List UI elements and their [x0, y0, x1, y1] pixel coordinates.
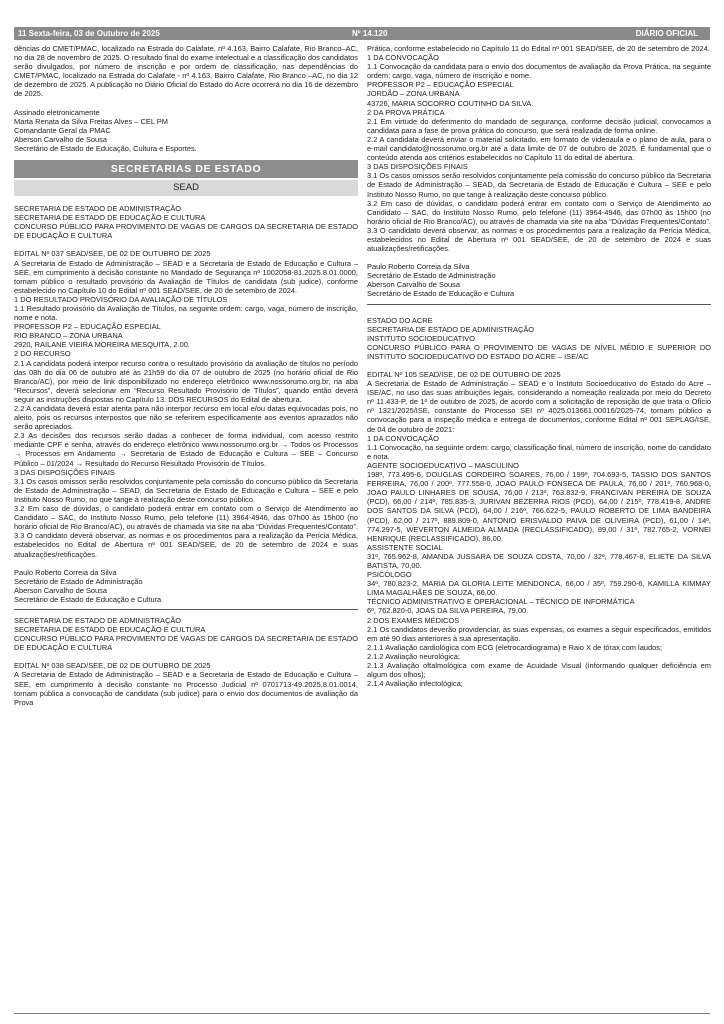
header-publication-title: DIÁRIO OFICIAL — [635, 29, 698, 38]
divider — [367, 304, 711, 305]
paragraph: 3.3 O candidato deverá observar, as normas e os procedimentos para a realização da Perícia Médica, estabelecidos no Edital de Abertura nº 001 SEAD/SEE, de 20 de setembro de 2024 e suas atualizações/retificações. — [14, 531, 358, 559]
edital-title: EDITAL Nº 038 SEAD/SEE, DE 02 DE OUTUBRO DE 2025 — [14, 661, 211, 671]
intro-paragraph: dências do CMET/PMAC, localizado na Estrada do Calafate, nº 4.163, Bairro Calafate, Rio Branco–AC, no dia 28 de novembro de 2025. O resultado final do exame intelectual e a classificação dos candidatos serão divulgados, por número de inscrição e por ordem de classificação, nas dependências do CMET/PMAC, localizado na Estrada do Calafate - nº 4.163, Bairro Calafate, Rio Branco –AC, no dia 12 de dezembro de 2025. A publicação no Diário Oficial do Estado do Acre ocorrerá no dia 16 de dezembro de 2025. — [14, 44, 358, 99]
paragraph: 2.1.1 Avaliação cardiológica com ECG (eletrocardiograma) e Raio X de tórax com laudos; — [367, 642, 663, 652]
paragraph: 2.3 As decisões dos recursos serão dadas a conhecer de forma individual, com acesso restrito mediante CPF e senha, através do endereço eletrônico www.nossorumo.org.br → Todos os Processos → Processos em Andamento → Secretaria de Estado de Educação e Cultura – SEE – Concurso Público – 01/2024 → Resultado do Recurso Resultado Provisório de Títulos. — [14, 431, 358, 468]
heading-line: SECRETARIA DE ESTADO DE ADMINISTRAÇÃO — [367, 324, 535, 334]
paragraph: 1 DA CONVOCAÇÃO — [367, 433, 439, 443]
signature-line: Aberson Carvalho de Sousa — [14, 585, 108, 595]
paragraph: 2 DA PROVA PRÁTICA — [367, 107, 445, 117]
section-subheader: SEAD — [14, 180, 358, 196]
paragraph: 3.2 Em caso de dúvidas, o candidato poderá entrar em contato com o Serviço de Atendimento ao Candidato – SAC, do Instituto Nosso Rumo, pelo telefone (11) 3964-4946, das 07h00 às 15h00 (no horário oficial de Rio Branco/AC), ou através de chamada via site na aba “Dúvidas Frequentes/Contato”. — [367, 198, 711, 226]
signature-line: Aberson Carvalho de Sousa — [367, 280, 461, 290]
paragraph: 3.2 Em caso de dúvidas, o candidato poderá entrar em contato com o Serviço de Atendimento ao Candidato – SAC, do Instituto Nosso Rumo, pelo telefone (11) 3964-4946, das 07h00 às 15h00 (no horário oficial de Rio Branco/AC), ou através de chamada via site na aba “Dúvidas Frequentes/Contato”. — [14, 504, 358, 532]
heading-line: CONCURSO PÚBLICO PARA PROVIMENTO DE VAGAS DE CARGOS DA SECRETARIA DE ESTADO DE EDUCAÇÃO E CULTURA — [14, 222, 358, 241]
organization-heading — [14, 204, 358, 240]
signature-block — [14, 568, 358, 604]
signature-line: Secretário de Estado de Educação e Cultura — [367, 289, 515, 299]
paragraph: RIO BRANCO – ZONA URBANA — [14, 331, 123, 341]
organization-heading — [367, 316, 711, 361]
paragraph: 2.1.2 Avaliação neurológica; — [367, 651, 460, 661]
paragraph: 43726, MARIA SOCORRO COUTINHO DA SILVA. — [367, 98, 534, 108]
paragraph: 1.1 Resultado provisório da Avaliação de Títulos, na seguinte ordem: cargo, vaga, número de inscrição, nome e nota. — [14, 303, 358, 323]
signature-block — [367, 262, 711, 298]
paragraph: 2.2 A candidata deverá estar atenta para não interpor recurso em local e/ou datas equivocadas pois, no aleito, pois os recursos interpostos que não se referirem especificamente aos eventos aprazados não serão apreciados. — [14, 404, 358, 432]
divider — [14, 609, 358, 610]
edital-038 — [14, 661, 358, 706]
footer-rule — [14, 1013, 710, 1014]
paragraph: PROFESSOR P2 – EDUCAÇÃO ESPECIAL — [367, 80, 514, 90]
paragraph: 2.1.3 Avaliação oftalmológica com exame de Acuidade Visual (informando qualquer deficiência em algum dos olhos); — [367, 661, 711, 680]
paragraph: A Secretaria de Estado de Administração – SEAD e a Secretaria de Estado de Educação e Cultura – SEE, em cumprimento à decisão constante no Processo Judicial nº 0701713-49.2025.8.01.0014, tornam pública a convocação de candidata (sub judice) para o envio dos documentos de avaliação da Prova — [14, 670, 358, 707]
paragraph: PROFESSOR P2 – EDUCAÇÃO ESPECIAL — [14, 322, 161, 332]
paragraph: Prática, conforme estabelecido no Capítulo 11 do Edital nº 001 SEAD/SEE, de 20 de setembro de 2024. — [367, 44, 710, 53]
section-banner: SECRETARIAS DE ESTADO — [14, 160, 358, 178]
paragraph: A Secretaria de Estado de Administração – SEAD e o Instituto Socioeducativo do Estado do Acre – ISE/AC, no uso das suas atribuições legais, considerando a nomeação realizada por meio do Decreto nº 11.433-P, de 1º de outubro de 2025, de acordo com a solicitação de reposição de que trata o Ofício nº 1321/2025/ISE, constante do Processo SEI nº 4025.013661.00016/2025-74, tornam público a convocação para a inspeção médica e entrega de documentos, conforme Edital nº 001 SEPLAG/ISE, de 04 de outubro de 2021: — [367, 379, 711, 434]
edital-title: EDITAL Nº 105 SEAD/ISE, DE 02 DE OUTUBRO DE 2025 — [367, 370, 561, 379]
signature-line: Comandante Geral da PMAC — [14, 125, 111, 135]
paragraph: A Secretaria de Estado de Administração – SEAD e a Secretaria de Estado de Educação e Cultura – SEE, em cumprimento à decisão constante no Mandado de Segurança nº 1002058-81.2025.8.01.0000, tornam público o resultado provisório da Avaliação de Títulos de candidata (sub judice), conforme estabelecido no Capítulo 10 do Edital nº 001 SEAD/SEE, de 20 de setembro de 2024. — [14, 258, 358, 295]
edital-037 — [14, 249, 358, 558]
paragraph: 198º, 773.495-6, DOUGLAS CORDEIRO SOARES, 76,00 / 199º, 704.693-5, TASSIO DOS SANTOS FERREIRA, 76,00 / 200º, 777.558-0, JOAO PAULO FONSECA DE PAULA, 76,00 / 201º, 760.968-0, JOAO PAULO LINHARES DE SOUSA, 76,00 / 213º, 763.832-9, FRANCIVAN PEREIRA DE SOUZA (PCD), 66,00 / 214º, 785.835-3, JURIVAN BEZERRA RIOS (PCD), 64,00 / 215º, 778.419-8, ANDRE DOS SANTOS DA SILVA (PCD), 64,00 / 216º, 766.622-5, PAULO ROBERTO DE LIMA BANDEIRA (PCD), 62,00 / 217º, 889.809-0, ANTONIO ERISVALDO PAIVA DE OLIVEIRA (PCD), 61,00 / 14º, 774.297-5, WEVERTON ALMEIDA ALMADA (RECLASSIFICADO), 89,00 / 31º, 782.765-2, VORNEI HENRIQUE (RECLASSIFICADO), 86,00. — [367, 470, 711, 543]
paragraph: 3.1 Os casos omissos serão resolvidos conjuntamente pela comissão do concurso público da Secretaria de Estado de Administração – SEAD, da Secretaria de Estado de Educação e Cultura – SEE e pelo Instituto Nosso Rumo, no que tange à realização deste concurso público. — [367, 171, 711, 199]
paragraph: 1 DA CONVOCAÇÃO — [367, 53, 439, 63]
page-header — [14, 27, 710, 40]
organization-heading — [14, 616, 358, 652]
paragraph: 6º, 762.820-0, JOAS DA SILVA PEREIRA, 79,00. — [367, 606, 529, 616]
signature-block-pmac — [14, 108, 358, 153]
paragraph: 1 DO RESULTADO PROVISÓRIO DA AVALIAÇÃO DE TÍTULOS — [14, 294, 228, 304]
heading-line: CONCURSO PÚBLICO PARA O PROVIMENTO DE VAGAS DE NÍVEL MÉDIO E SUPERIOR DO INSTITUTO SOCIOEDUCATIVO DO ESTADO DO ACRE – ISE/AC — [367, 342, 711, 361]
heading-line: ESTADO DO ACRE — [367, 315, 433, 325]
paragraph: 2920, RAILANE VIEIRA MOREIRA MESQUITA, 2.00. — [14, 340, 190, 350]
edital-038-continued — [367, 44, 711, 253]
heading-line: SECRETARIA DE ESTADO DE ADMINISTRAÇÃO — [14, 204, 182, 214]
edital-title: EDITAL Nº 037 SEAD/SEE, DE 02 DE OUTUBRO DE 2025 — [14, 249, 211, 259]
paragraph: JORDÃO – ZONA URBANA — [367, 89, 460, 99]
paragraph: 2.1 Em virtude do deferimento do mandado de segurança, conforme decisão judicial, convocamos a candidata para a fase de prova prática do concurso, que será realizada de forma online. — [367, 116, 711, 135]
paragraph: 31º, 765.962-8, AMANDA JUSSARA DE SOUZA COSTA, 70,00 / 32º, 778.467-8, ELIETE DA SILVA BATISTA, 70,00. — [367, 551, 711, 570]
paragraph: 1.1 Convocação, na seguinte ordem: cargo, classificação final, número de inscrição, nome do candidato e nota. — [367, 442, 711, 461]
left-column — [14, 44, 358, 707]
heading-line: INSTITUTO SOCIOEDUCATIVO — [367, 333, 475, 343]
signature-line: Secretário de Estado de Educação e Cultura — [14, 594, 162, 604]
paragraph: 3 DAS DISPOSIÇÕES FINAIS — [367, 162, 468, 172]
paragraph: 2.1.4 Avaliação infectológica; — [367, 679, 463, 689]
heading-line: SECRETARIA DE ESTADO DE EDUCAÇÃO E CULTURA — [14, 213, 206, 223]
heading-line: SECRETARIA DE ESTADO DE ADMINISTRAÇÃO — [14, 615, 182, 625]
paragraph: TÉCNICO ADMINISTRATIVO E OPERACIONAL – TÉCNICO DE INFORMÁTICA — [367, 597, 635, 607]
heading-line: SECRETARIA DE ESTADO DE EDUCAÇÃO E CULTURA — [14, 625, 206, 635]
signature-line: Secretário de Estado de Administração — [367, 271, 496, 281]
paragraph: AGENTE SOCIOEDUCATIVO – MASCULINO — [367, 460, 519, 470]
paragraph: 2.2 A candidata deverá enviar o material solicitado, em formato de videoaula e o plano de aula, para o e-mail candidato@nossorumo.org.br até a data limite de 07 de outubro de 2025. É fundamental que o conteúdo atenda aos critérios estabelecidos no Capítulo 11 do edital de abertura. — [367, 134, 711, 163]
paragraph: 2 DO RECURSO — [14, 349, 71, 359]
header-date: 11 Sexta-feira, 03 de Outubro de 2025 — [18, 29, 160, 38]
signature-line: Paulo Roberto Correia da Silva — [367, 262, 470, 272]
paragraph: 2.1 Os candidatos deverão providenciar, às suas expensas, os exames a seguir especificados, emitidos em até 90 dias anteriores à sua apresentação. — [367, 624, 711, 643]
paragraph: 2.1 A candidata poderá interpor recurso contra o resultado provisório da avaliação de títulos no período das 08h do dia 06 de outubro até às 21h59 do dia 07 de outubro de 2025 (no horário oficial de Rio Branco/AC), por meio de link disponibilizado no endereço eletrônico www.nossorumo.org.br, na aba “Recursos”, deverá selecionar em “Recurso Resultado Provisório de Títulos”, quando então deverá seguir as instruções dispostas no Capítulo 13. DOS RECURSOS do Edital de abertura. — [14, 358, 358, 404]
paragraph: 34º, 780.823-2, MARIA DA GLORIA LEITE MENDONCA, 66,00 / 35º, 759.290-6, KAMILLA KIMMAY LIMA MAGALHÃES DE SOUZA, 66,00. — [367, 579, 711, 598]
paragraph: 3.3 O candidato deverá observar, as normas e os procedimentos para a realização da Perícia Médica, estabelecidos no Edital de Abertura nº 001 SEAD/SEE, de 20 de setembro de 2024 e suas atualizações/retificações. — [367, 225, 711, 254]
heading-line: CONCURSO PÚBLICO PARA PROVIMENTO DE VAGAS DE CARGOS DA SECRETARIA DE ESTADO DE EDUCAÇÃO E CULTURA — [14, 634, 358, 653]
paragraph: 3.1 Os casos omissos serão resolvidos conjuntamente pela comissão do concurso público da Secretaria de Estado de Administração – SEAD, da Secretaria de Estado de Educação e Cultura – SEE e pelo Instituto Nosso Rumo, no que tange à realização deste concurso público. — [14, 476, 358, 504]
signature-line: Marta Renata da Silva Freitas Alves – CEL PM — [14, 116, 168, 126]
right-column — [367, 44, 711, 688]
header-issue-number: Nº 14.120 — [352, 29, 388, 38]
paragraph: ASSISTENTE SOCIAL — [367, 542, 443, 552]
signature-line: Aberson Carvalho de Sousa — [14, 134, 108, 144]
signature-line: Assinado eletronicamente — [14, 107, 100, 117]
signature-line: Secretário de Estado de Administração — [14, 576, 143, 586]
paragraph: 2 DOS EXAMES MÉDICOS — [367, 615, 460, 625]
signature-line: Paulo Roberto Correia da Silva — [14, 567, 117, 577]
edital-105 — [367, 370, 711, 688]
paragraph: PSICÓLOGO — [367, 570, 412, 580]
paragraph: 1.1 Convocação da candidata para o envio dos documentos de avaliação da Prova Prática, na seguinte ordem: cargo, vaga, número de inscrição e nome. — [367, 62, 711, 81]
paragraph: 3 DAS DISPOSIÇÕES FINAIS — [14, 467, 115, 477]
signature-line: Secretário de Estado de Educação, Cultura e Esportes. — [14, 143, 197, 153]
